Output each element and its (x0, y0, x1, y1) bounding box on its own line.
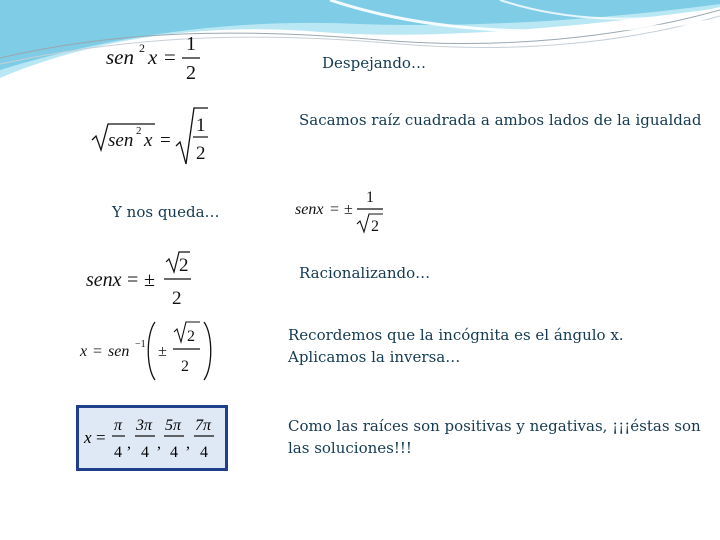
eq4-equals: = (127, 269, 139, 291)
text-conclusion-1: Como las raíces son positivas y negativas, ¡¡¡éstas son (288, 417, 701, 435)
eq3-equals: = (330, 201, 340, 218)
sol3-num: 5π (165, 417, 182, 434)
eq3-den: 2 (371, 218, 379, 235)
eq4-pm: ± (144, 269, 155, 291)
sep3: , (186, 435, 190, 452)
eq2-exp: 2 (136, 125, 142, 137)
eq1-den: 2 (186, 62, 196, 84)
eq5-num: 2 (187, 328, 195, 345)
eq3-num: 1 (366, 189, 374, 206)
eq2-num: 1 (196, 115, 206, 136)
equation-senx-sqrt2-over-2 (86, 250, 206, 310)
eq6-lhs: x (84, 428, 92, 447)
eq5-lhs: x (80, 343, 88, 360)
eq2-func: sen (108, 130, 134, 151)
sol4-den: 4 (200, 444, 208, 461)
sol2-num: 3π (136, 417, 153, 434)
sol1-den: 4 (114, 444, 122, 461)
solutions-box (76, 405, 228, 471)
eq1-var: x (148, 45, 158, 69)
text-conclusion-2: las soluciones!!! (288, 439, 412, 457)
eq3-lhs: senx (295, 201, 324, 218)
eq6-equals: = (96, 428, 106, 447)
text-nos-queda: Y nos queda… (112, 203, 220, 221)
sol3-den: 4 (170, 444, 178, 461)
equation-sen2x (106, 34, 206, 86)
eq1-num: 1 (186, 33, 196, 55)
sol1-num: π (114, 417, 123, 434)
eq5-exp: −1 (135, 339, 146, 350)
sol2-den: 4 (141, 444, 149, 461)
text-raiz: Sacamos raíz cuadrada a ambos lados de la igualdad (299, 111, 702, 129)
eq5-equals: = (93, 343, 103, 360)
eq1-func: sen (106, 45, 134, 69)
text-racionalizando: Racionalizando… (299, 264, 431, 282)
text-recordemos-2: Aplicamos la inversa… (288, 348, 461, 366)
eq4-num: 2 (179, 255, 189, 276)
sep2: , (157, 435, 161, 452)
eq5-den: 2 (181, 358, 189, 375)
eq1-equals: = (164, 45, 176, 69)
sep1: , (127, 435, 131, 452)
sol4-num: 7π (195, 417, 212, 434)
eq4-lhs: senx (86, 269, 122, 291)
text-despejando: Despejando… (322, 54, 426, 72)
eq5-func: sen (108, 343, 130, 360)
eq2-var: x (144, 130, 153, 151)
text-recordemos-1: Recordemos que la incógnita es el ángulo x. (288, 326, 624, 344)
equation-sqrt-both-sides (90, 106, 220, 166)
eq2-den: 2 (196, 143, 206, 164)
eq5-pm: ± (158, 343, 167, 360)
eq1-exp: 2 (139, 41, 145, 55)
eq4-den: 2 (172, 288, 182, 309)
equation-senx-1-over-sqrt2 (295, 186, 395, 236)
eq3-pm: ± (344, 201, 353, 218)
equation-inverse-sine (80, 320, 220, 382)
eq2-equals: = (160, 130, 171, 151)
